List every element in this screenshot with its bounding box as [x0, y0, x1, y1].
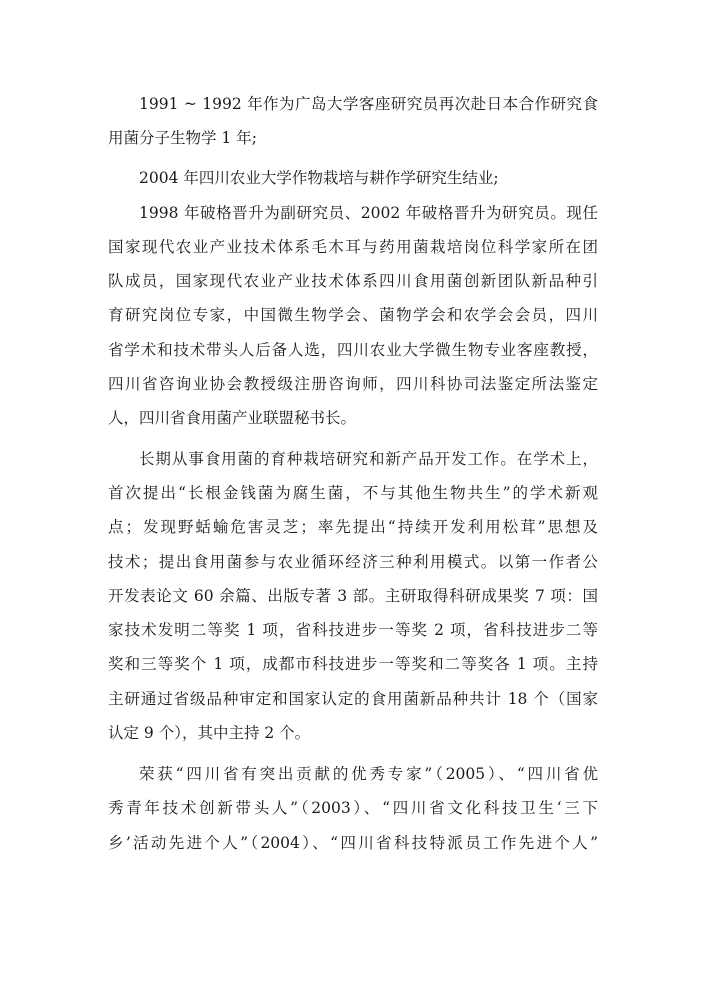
paragraph-3-line-6: 四川省咨询业协会教授级注册咨询师，四川科协司法鉴定所法鉴定	[108, 375, 598, 393]
paragraph-4-line-1: 长期从事食用菌的育种栽培研究和新产品开发工作。在学术上，	[139, 450, 598, 468]
paragraph-2-line-1: 2004 年四川农业大学作物栽培与耕作学研究生结业;	[139, 169, 499, 187]
paragraph-4-line-4: 技术；提出食用菌参与农业循环经济三种利用模式。以第一作者公	[108, 553, 598, 571]
paragraph-4-line-3: 点；发现野蛞蝓危害灵芝；率先提出“持续开发利用松茸”思想及	[108, 518, 598, 536]
paragraph-4-line-2: 首次提出“长根金钱菌为腐生菌，不与其他生物共生”的学术新观	[108, 484, 598, 502]
paragraph-4-line-7: 奖和三等奖个 1 项，成都市科技进步一等奖和二等奖各 1 项。主持	[108, 655, 598, 673]
paragraph-4-line-5: 开发表论文 60 余篇、出版专著 3 部。主研取得科研成果奖 7 项：国	[108, 587, 598, 605]
paragraph-5-line-2: 秀青年技术创新带头人”（2003）、“四川省文化科技卫生‘三下	[108, 799, 598, 817]
paragraph-5-line-3: 乡’活动先进个人”（2004）、“四川省科技特派员工作先进个人”	[108, 834, 598, 852]
paragraph-4-line-6: 家技术发明二等奖 1 项，省科技进步一等奖 2 项，省科技进步二等	[108, 621, 598, 639]
paragraph-3-line-2: 国家现代农业产业技术体系毛木耳与药用菌栽培岗位科学家所在团	[108, 238, 598, 256]
paragraph-3-line-3: 队成员，国家现代农业产业技术体系四川食用菌创新团队新品种引	[108, 272, 598, 290]
paragraph-1-line-2: 用菌分子生物学 1 年;	[108, 129, 257, 147]
paragraph-4-line-8: 主研通过省级品种审定和国家认定的食用菌新品种共计 18 个（国家	[108, 690, 598, 708]
paragraph-3-line-1: 1998 年破格晋升为副研究员、2002 年破格晋升为研究员。现任	[139, 204, 598, 222]
paragraph-5-line-1: 荣获“四川省有突出贡献的优秀专家”（2005）、“四川省优	[139, 765, 598, 783]
paragraph-4-line-9: 认定 9 个），其中主持 2 个。	[108, 724, 311, 742]
paragraph-3-line-5: 省学术和技术带头人后备人选，四川农业大学微生物专业客座教授，	[108, 341, 598, 359]
paragraph-3-line-4: 育研究岗位专家，中国微生物学会、菌物学会和农学会会员，四川	[108, 306, 598, 324]
paragraph-1-line-1: 1991 ~ 1992 年作为广岛大学客座研究员再次赴日本合作研究食	[139, 95, 598, 113]
paragraph-3-line-7: 人，四川省食用菌产业联盟秘书长。	[108, 409, 357, 427]
